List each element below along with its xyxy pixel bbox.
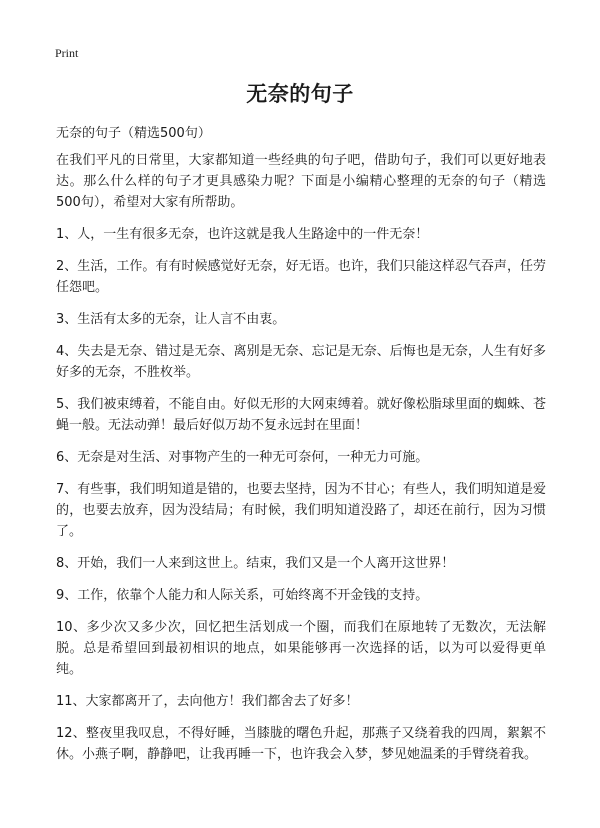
sentence-paragraph: 8、开始，我们一人来到这世上。结束，我们又是一个人离开这世界！ <box>56 556 455 571</box>
sentence-paragraph: 1、人，一生有很多无奈，也许这就是我人生路途中的一件无奈！ <box>56 227 429 242</box>
sentence-paragraph: 12、整夜里我叹息，不得好睡，当膝胧的曙色升起，那燕子又绕着我的四周，絮絮不休。小燕子啊，静静吧，让我再睡一下，也许我会入梦，梦见她温柔的手臂绕着我。 <box>56 726 546 762</box>
sentence-paragraph: 9、工作，依靠个人能力和人际关系，可始终离不开金钱的支持。 <box>56 588 429 603</box>
sentence-paragraph: 4、失去是无奈、错过是无奈、离别是无奈、忘记是无奈、后悔也是无奈，人生有好多好多的无奈，不胜枚举。 <box>56 344 546 380</box>
document-subtitle: 无奈的句子（精选500句） <box>56 126 211 141</box>
page-title: 无奈的句子 <box>246 82 354 106</box>
sentence-paragraph: 10、多少次又多少次，回忆把生活划成一个圈，而我们在原地转了无数次，无法解脱。总是希望回到最初相识的地点，如果能够再一次选择的话，以为可以爱得更单纯。 <box>56 620 546 677</box>
intro-paragraph: 在我们平凡的日常里，大家都知道一些经典的句子吧，借助句子，我们可以更好地表达。那么什么样的句子才更具感染力呢？下面是小编精心整理的无奈的句子（精选500句），希望对大家有所帮助。 <box>56 153 546 210</box>
sentence-paragraph: 11、大家都离开了，去向他方！我们都舍去了好多！ <box>56 694 359 709</box>
sentence-paragraph: 6、无奈是对生活、对事物产生的一种无可奈何，一种无力可施。 <box>56 450 429 465</box>
sentence-paragraph: 7、有些事，我们明知道是错的，也要去坚持，因为不甘心；有些人，我们明知道是爱的，也要去放弃，因为没结局；有时候，我们明知道没路了，却还在前行，因为习惯了。 <box>56 482 546 539</box>
document-body <box>56 150 546 776</box>
print-link[interactable]: Print <box>55 46 79 60</box>
sentence-paragraph: 2、生活，工作。有有时候感觉好无奈，好无语。也许，我们只能这样忍气吞声，任劳任怨吧。 <box>56 259 546 295</box>
sentence-paragraph: 5、我们被束缚着，不能自由。好似无形的大网束缚着。就好像松脂球里面的蜘蛛、苍蝇一般。无法动弹！最后好似万劫不复永远封在里面！ <box>56 397 546 433</box>
sentence-paragraph: 3、生活有太多的无奈，让人言不由衷。 <box>56 312 286 327</box>
